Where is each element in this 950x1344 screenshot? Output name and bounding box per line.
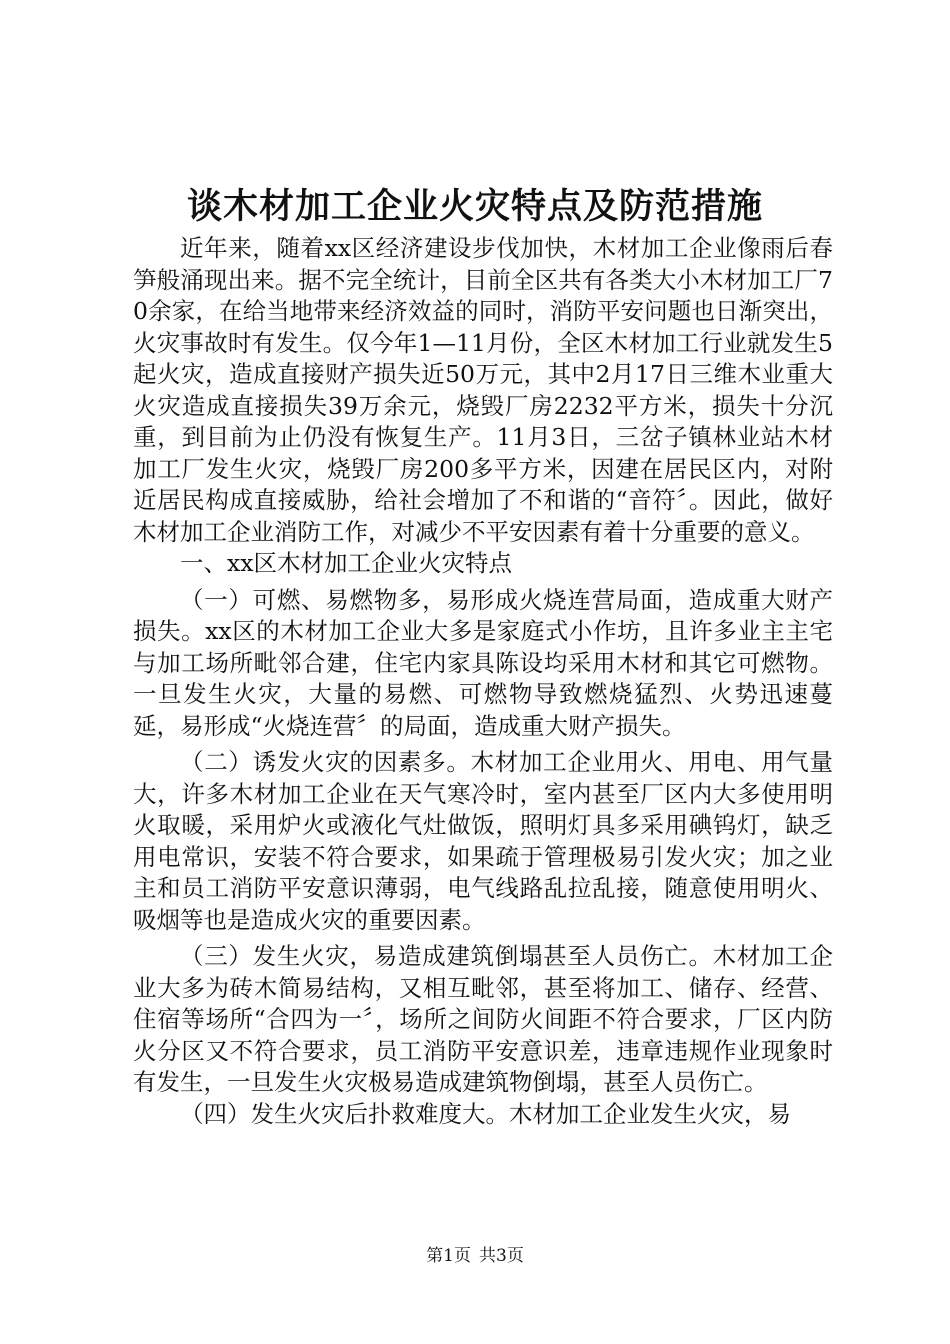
document-body: [133, 233, 833, 1130]
point-paragraph-3: （三）发生火灾，易造成建筑倒塌甚至人员伤亡。木材加工企业大多为砖木简易结构，又相互毗邻，甚至将加工、储存、经营、住宿等场所“合四为一〞，场所之间防火间距不符合要求，厂区内防火分区又不符合要求，员工消防平安意识差，违章违规作业现象时有发生，一旦发生火灾极易造成建筑物倒塌，甚至人员伤亡。: [133, 942, 833, 1096]
point-paragraph-4: （四）发生火灾后扑救难度大。木材加工企业发生火灾，易: [180, 1099, 791, 1128]
section-heading: 一、xx区木材加工企业火灾特点: [180, 549, 513, 577]
point-paragraph-2: （二）诱发火灾的因素多。木材加工企业用火、用电、用气量大，许多木材加工企业在天气寒冷时，室内甚至厂区内大多使用明火取暖，采用炉火或液化气灶做饭，照明灯具多采用碘钨灯，缺乏用电常识，安装不符合要求，如果疏于管理极易引发火灾；加之业主和员工消防平安意识薄弱，电气线路乱拉乱接，随意使用明火、吸烟等也是造成火灾的重要因素。: [133, 748, 833, 934]
document-title: 谈木材加工企业火灾特点及防范措施: [186, 186, 763, 227]
point-paragraph-1: （一）可燃、易燃物多，易形成火烧连营局面，造成重大财产损失。xx区的木材加工企业大多是家庭式小作坊，且许多业主主宅与加工场所毗邻合建，住宅内家具陈设均采用木材和其它可燃物。一旦发生火灾，大量的易燃、可燃物导致燃烧猛烈、火势迅速蔓延，易形成“火烧连营〞的局面，造成重大财产损失。: [133, 585, 833, 740]
page-footer: [0, 1244, 950, 1268]
page-number: 第1页: [426, 1246, 471, 1266]
page-total: 共3页: [479, 1246, 524, 1266]
intro-paragraph: 近年来，随着xx区经济建设步伐加快，木材加工企业像雨后春笋般涌现出来。据不完全统计，目前全区共有各类大小木材加工厂70余家，在给当地带来经济效益的同时，消防平安问题也日渐突出，火灾事故时有发生。仅今年1—11月份，全区木材加工行业就发生5起火灾，造成直接财产损失近50万元，其中2月17日三维木业重大火灾造成直接损失39万余元，烧毁厂房2232平方米，损失十分沉重，到目前为止仍没有恢复生产。11月3日，三岔子镇林业站木材加工厂发生火灾，烧毁厂房200多平方米，因建在居民区内，对附近居民构成直接威胁，给社会增加了不和谐的“音符〞。因此，做好木材加工企业消防工作，对减少不平安因素有着十分重要的意义。: [133, 234, 833, 546]
